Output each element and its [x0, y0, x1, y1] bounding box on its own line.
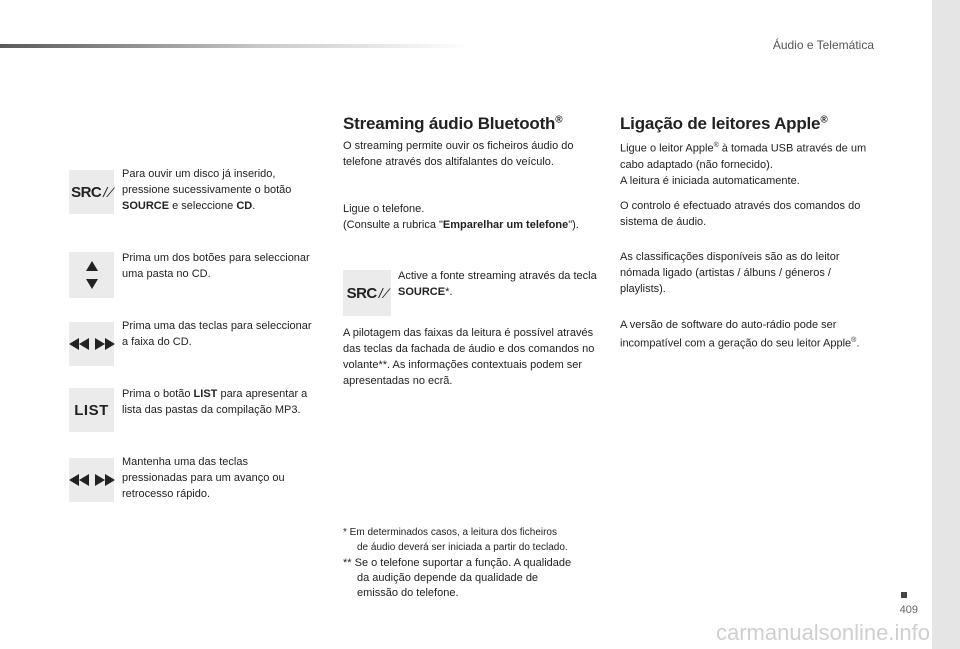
apple-connect-paragraph: Ligue o leitor Apple® à tomada USB através de um cabo adaptado (não fornecido). A leitura é iniciada automaticamente. — [620, 142, 867, 187]
instruction-text-5: Mantenha uma das teclas pressionadas para um avanço ou retrocesso rápido. — [122, 456, 285, 500]
instruction-text-4: Prima o botão LIST para apresentar a lista das pastas da compilação MP3. — [122, 388, 308, 416]
up-down-arrows-icon — [69, 252, 114, 298]
header-gradient-bar — [0, 44, 470, 48]
page-marker — [901, 592, 907, 598]
footnote-2: ** Se o telefone suportar a função. A qualidade da audição depende da qualidade de emissão do telefone. — [343, 557, 572, 599]
rewind-forward-icon — [69, 458, 114, 502]
connect-phone-paragraph: Ligue o telefone. (Consulte a rubrica "Emparelhar um telefone"). — [343, 203, 579, 231]
apple-control-paragraph: O controlo é efectuado através dos comandos do sistema de áudio. — [620, 200, 861, 228]
activate-source-text: Active a fonte streaming através da tecla SOURCE*. — [398, 270, 597, 298]
page-number: 409 — [899, 604, 918, 616]
bluetooth-streaming-heading: Streaming áudio Bluetooth® — [343, 114, 563, 133]
apple-classification-paragraph: As classificações disponíveis são as do leitor nómada ligado (artistas / álbuns / géneros / playlists). — [620, 251, 840, 295]
src-icon: SRC / ⁄ — [343, 270, 391, 316]
instruction-text-1: Para ouvir um disco já inserido, pressione sucessivamente o botão SOURCE e seleccione CD. — [122, 168, 292, 212]
list-icon: LIST — [69, 388, 114, 432]
rewind-forward-icon — [69, 322, 114, 366]
footnote-1: * Em determinados casos, a leitura dos ficheiros de áudio deverá ser iniciada a partir do teclado. — [343, 527, 568, 553]
instruction-text-3: Prima uma das teclas para seleccionar a faixa do CD. — [122, 320, 312, 348]
track-control-paragraph: A pilotagem das faixas da leitura é possível através das teclas da fachada de áudio e dos comandos no volante**. As informações contextuais podem ser apresentadas no ecrã. — [343, 327, 595, 387]
apple-players-heading: Ligação de leitores Apple® — [620, 114, 828, 133]
instruction-text-2: Prima um dos botões para seleccionar uma pasta no CD. — [122, 252, 310, 280]
section-title: Áudio e Telemática — [772, 38, 874, 52]
watermark: carmanualsonline.info — [715, 620, 930, 645]
src-icon: SRC / ⁄ — [69, 170, 114, 214]
apple-software-paragraph: A versão de software do auto-rádio pode ser incompatível com a geração do seu leitor Apple®. — [620, 319, 860, 350]
streaming-paragraph: O streaming permite ouvir os ficheiros áudio do telefone através dos altifalantes do veículo. — [343, 140, 574, 168]
right-sidebar — [932, 0, 960, 649]
